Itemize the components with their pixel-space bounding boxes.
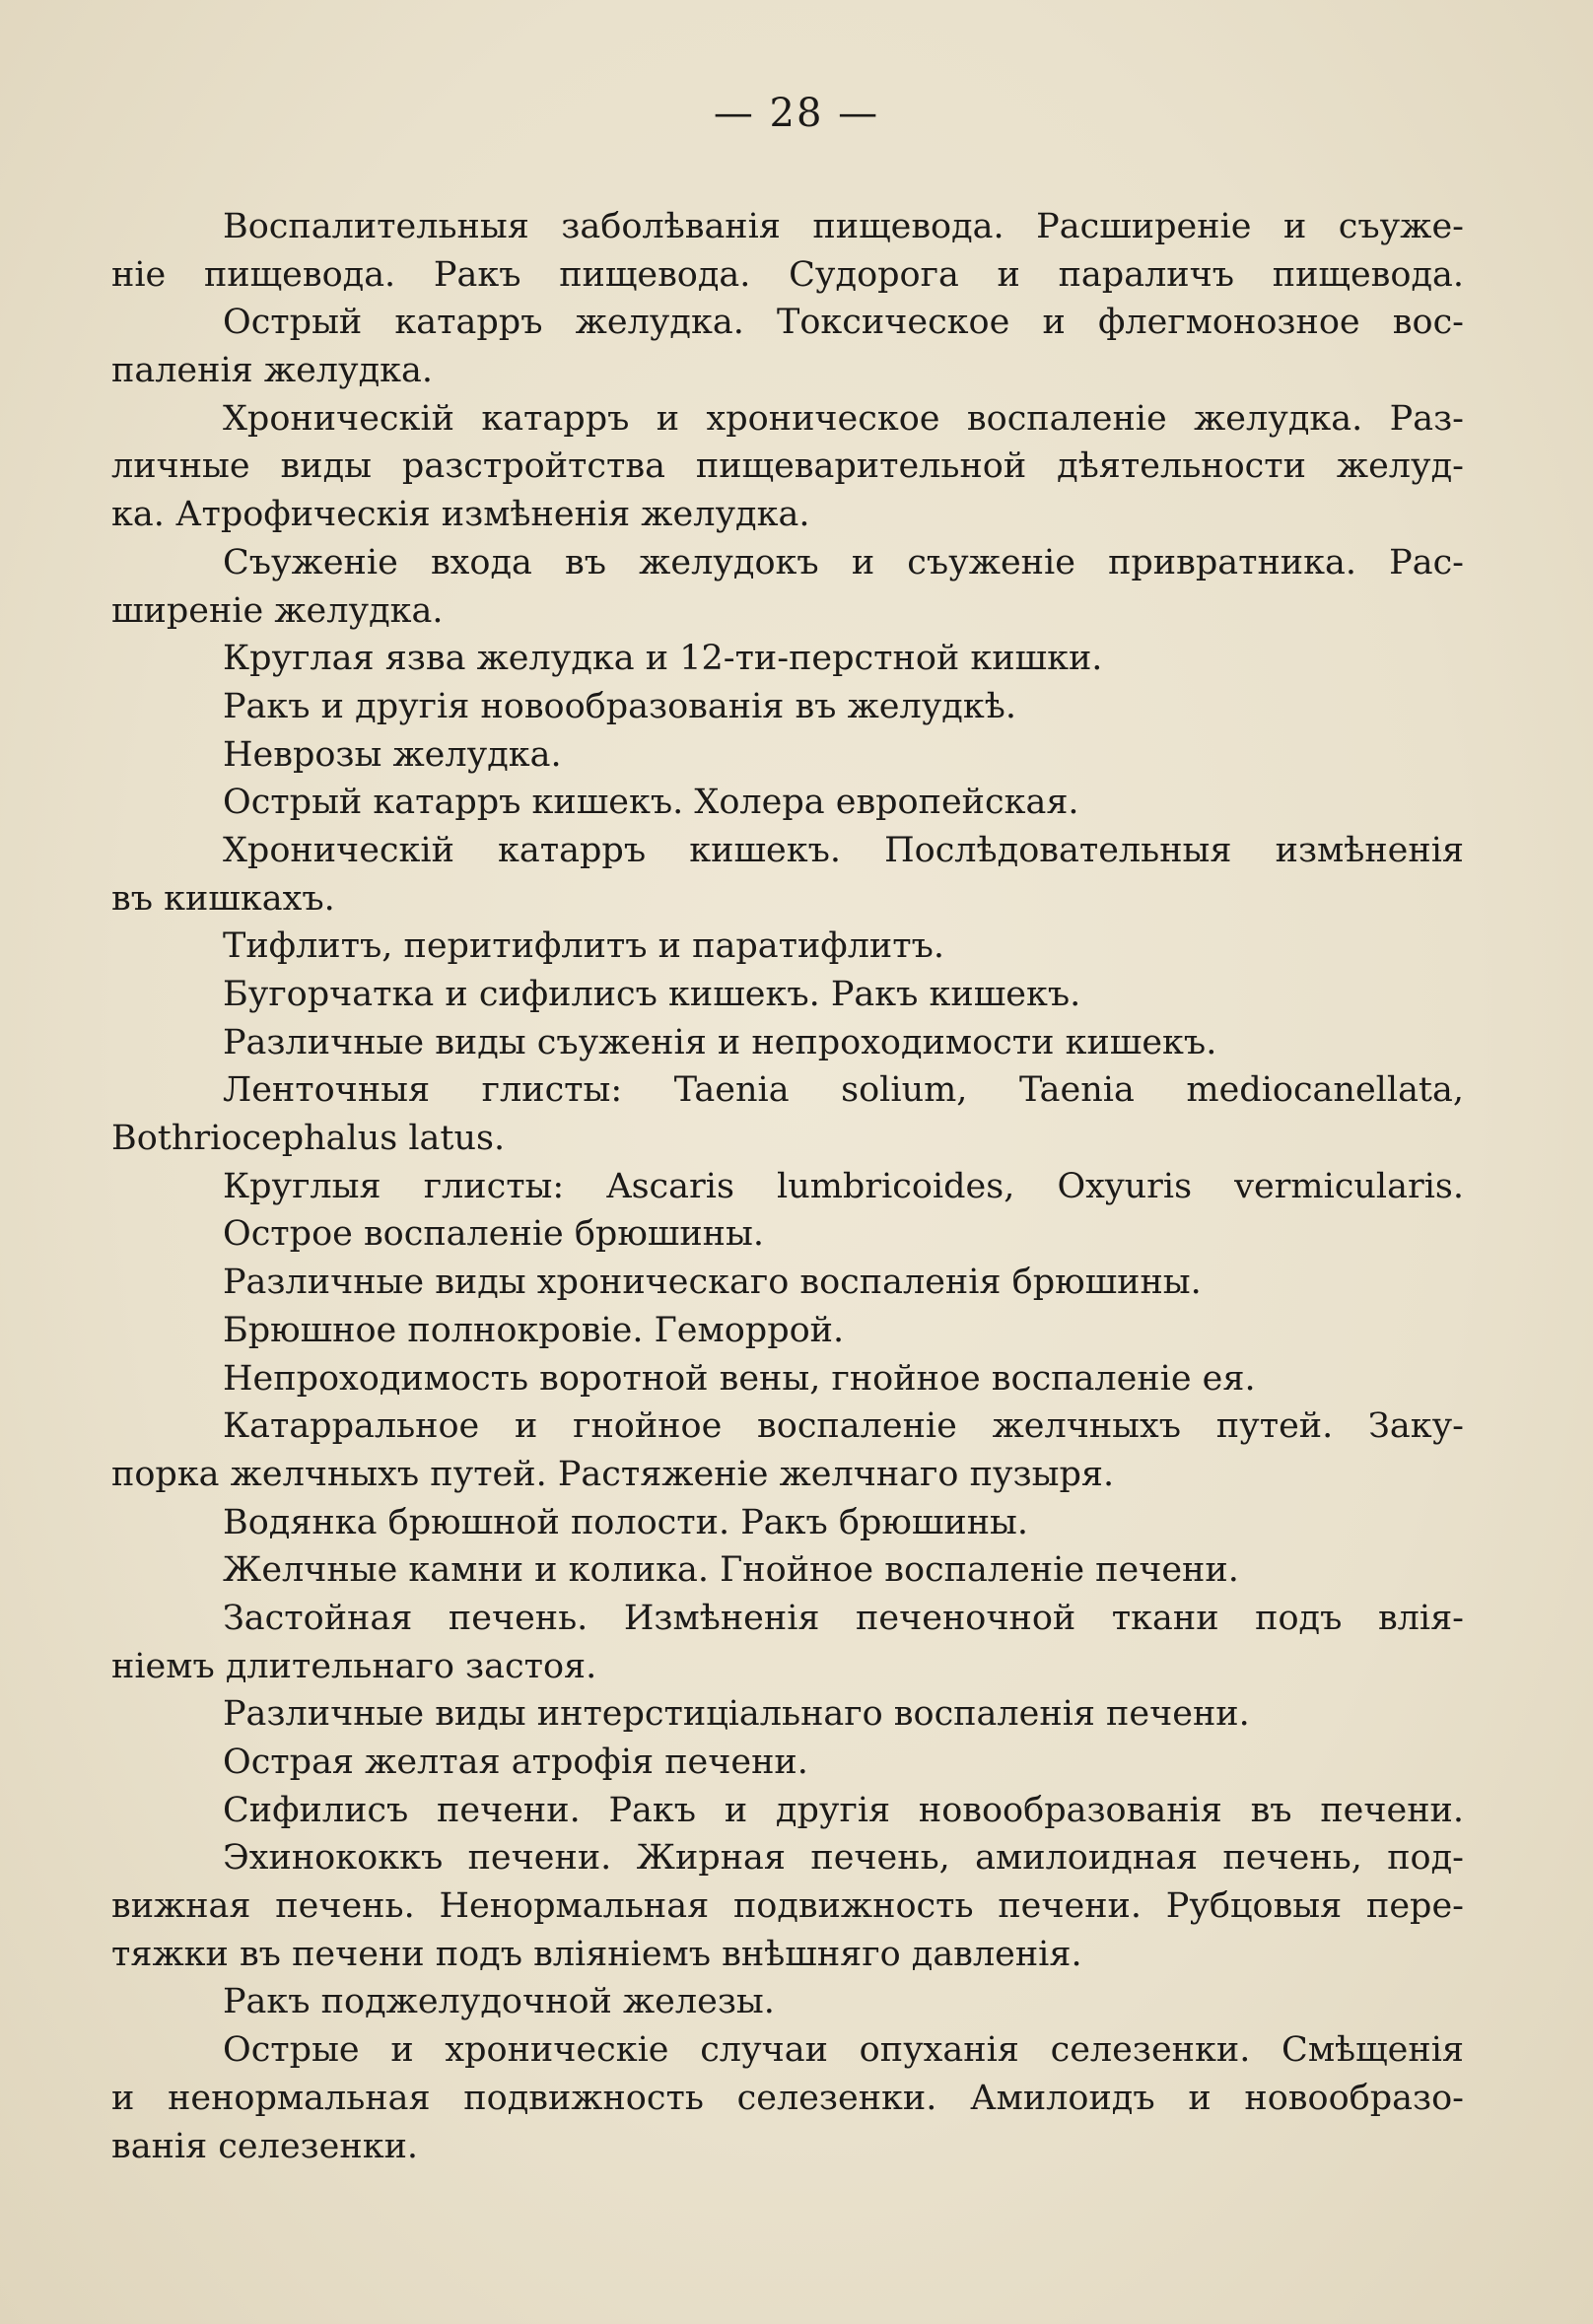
text-line: Катарральное и гнойное воспаленіе желчныхъ путей. Заку- [223,1406,1464,1447]
text-line: ніе пищевода. Ракъ пищевода. Судорога и параличъ пищевода. [111,254,1464,295]
text-line: личные виды разстройтства пищеварительной дѣятельности желуд- [111,446,1464,487]
text-line: паленія желудка. [111,351,434,391]
text-line: Эхинококкъ печени. Жирная печень, амилоидная печень, под- [223,1838,1464,1879]
text-line: Различные виды интерстиціальнаго воспаленія печени. [223,1694,1250,1735]
text-line: Различные виды съуженія и непроходимости кишекъ. [223,1022,1217,1062]
text-line: Сифилисъ печени. Ракъ и другія новообразованія въ печени. [223,1790,1464,1830]
text-line: Острое воспаленіе брюшины. [223,1214,764,1255]
text-line: Воспалительныя заболѣванія пищевода. Расширеніе и съуже- [223,207,1464,246]
text-line: Bothriocephalus latus. [111,1119,506,1159]
text-line: тяжки въ печени подъ вліяніемъ внѣшняго давленія. [111,1934,1082,1974]
text-line: Ракъ поджелудочной железы. [223,1982,775,2022]
text-line: вижная печень. Ненормальная подвижность печени. Рубцовыя пере- [111,1886,1464,1927]
text-line: Съуженіе входа въ желудокъ и съуженіе привратника. Рас- [223,542,1464,582]
text-line: ка. Атрофическія измѣненія желудка. [111,495,810,535]
text-line: Застойная печень. Измѣненія печеночной ткани подъ влія- [223,1598,1464,1638]
text-line: Тифлитъ, перитифлитъ и паратифлитъ. [223,926,945,967]
text-line: Бугорчатка и сифилисъ кишекъ. Ракъ кишекъ. [223,975,1081,1014]
text-line: и ненормальная подвижность селезенки. Амилоидъ и новообразо- [111,2078,1464,2118]
text-line: порка желчныхъ путей. Растяженіе желчнаго пузыря. [111,1454,1115,1494]
text-line: Круглыя глисты: Ascaris lumbricoides, Oxyuris vermicularis. [223,1166,1464,1206]
text-line: Неврозы желудка. [223,734,562,775]
text-line: Острые и хроническіе случаи опуханія селезенки. Смѣщенія [223,2030,1464,2071]
text-line: въ кишкахъ. [111,878,335,919]
text-line: Непроходимость воротной вены, гнойное воспаленіе ея. [223,1358,1256,1399]
body-text [111,203,1464,2170]
text-line: ніемъ длительнаго застоя. [111,1646,597,1686]
text-line: Хроническій катарръ и хроническое воспаленіе желудка. Раз- [223,398,1464,439]
text-line: Желчные камни и колика. Гнойное воспаленіе печени. [223,1550,1239,1591]
page-number: — 28 — [713,91,880,136]
text-line: Острый катарръ желудка. Токсическое и флегмонозное вос- [223,303,1464,343]
text-line: Различные виды хроническаго воспаленія брюшины. [223,1263,1202,1303]
text-line: Брюшное полнокровіе. Геморрой. [223,1310,845,1350]
text-line: Ленточныя глисты: Taenia solium, Taenia mediocanellata, [223,1070,1464,1111]
text-line: Хроническій катарръ кишекъ. Послѣдовательныя измѣненія [223,830,1464,870]
text-line: Ракъ и другія новообразованія въ желудкѣ. [223,686,1016,726]
text-line: Острый катарръ кишекъ. Холера европейская. [223,783,1079,823]
text-line: ширеніе желудка. [111,590,444,631]
text-line: Водянка брюшной полости. Ракъ брюшины. [223,1502,1029,1542]
text-line: ванія селезенки. [111,2126,419,2166]
text-line: Острая желтая атрофія печени. [223,1743,808,1782]
text-line: Круглая язва желудка и 12-ти-перстной кишки. [223,639,1103,679]
